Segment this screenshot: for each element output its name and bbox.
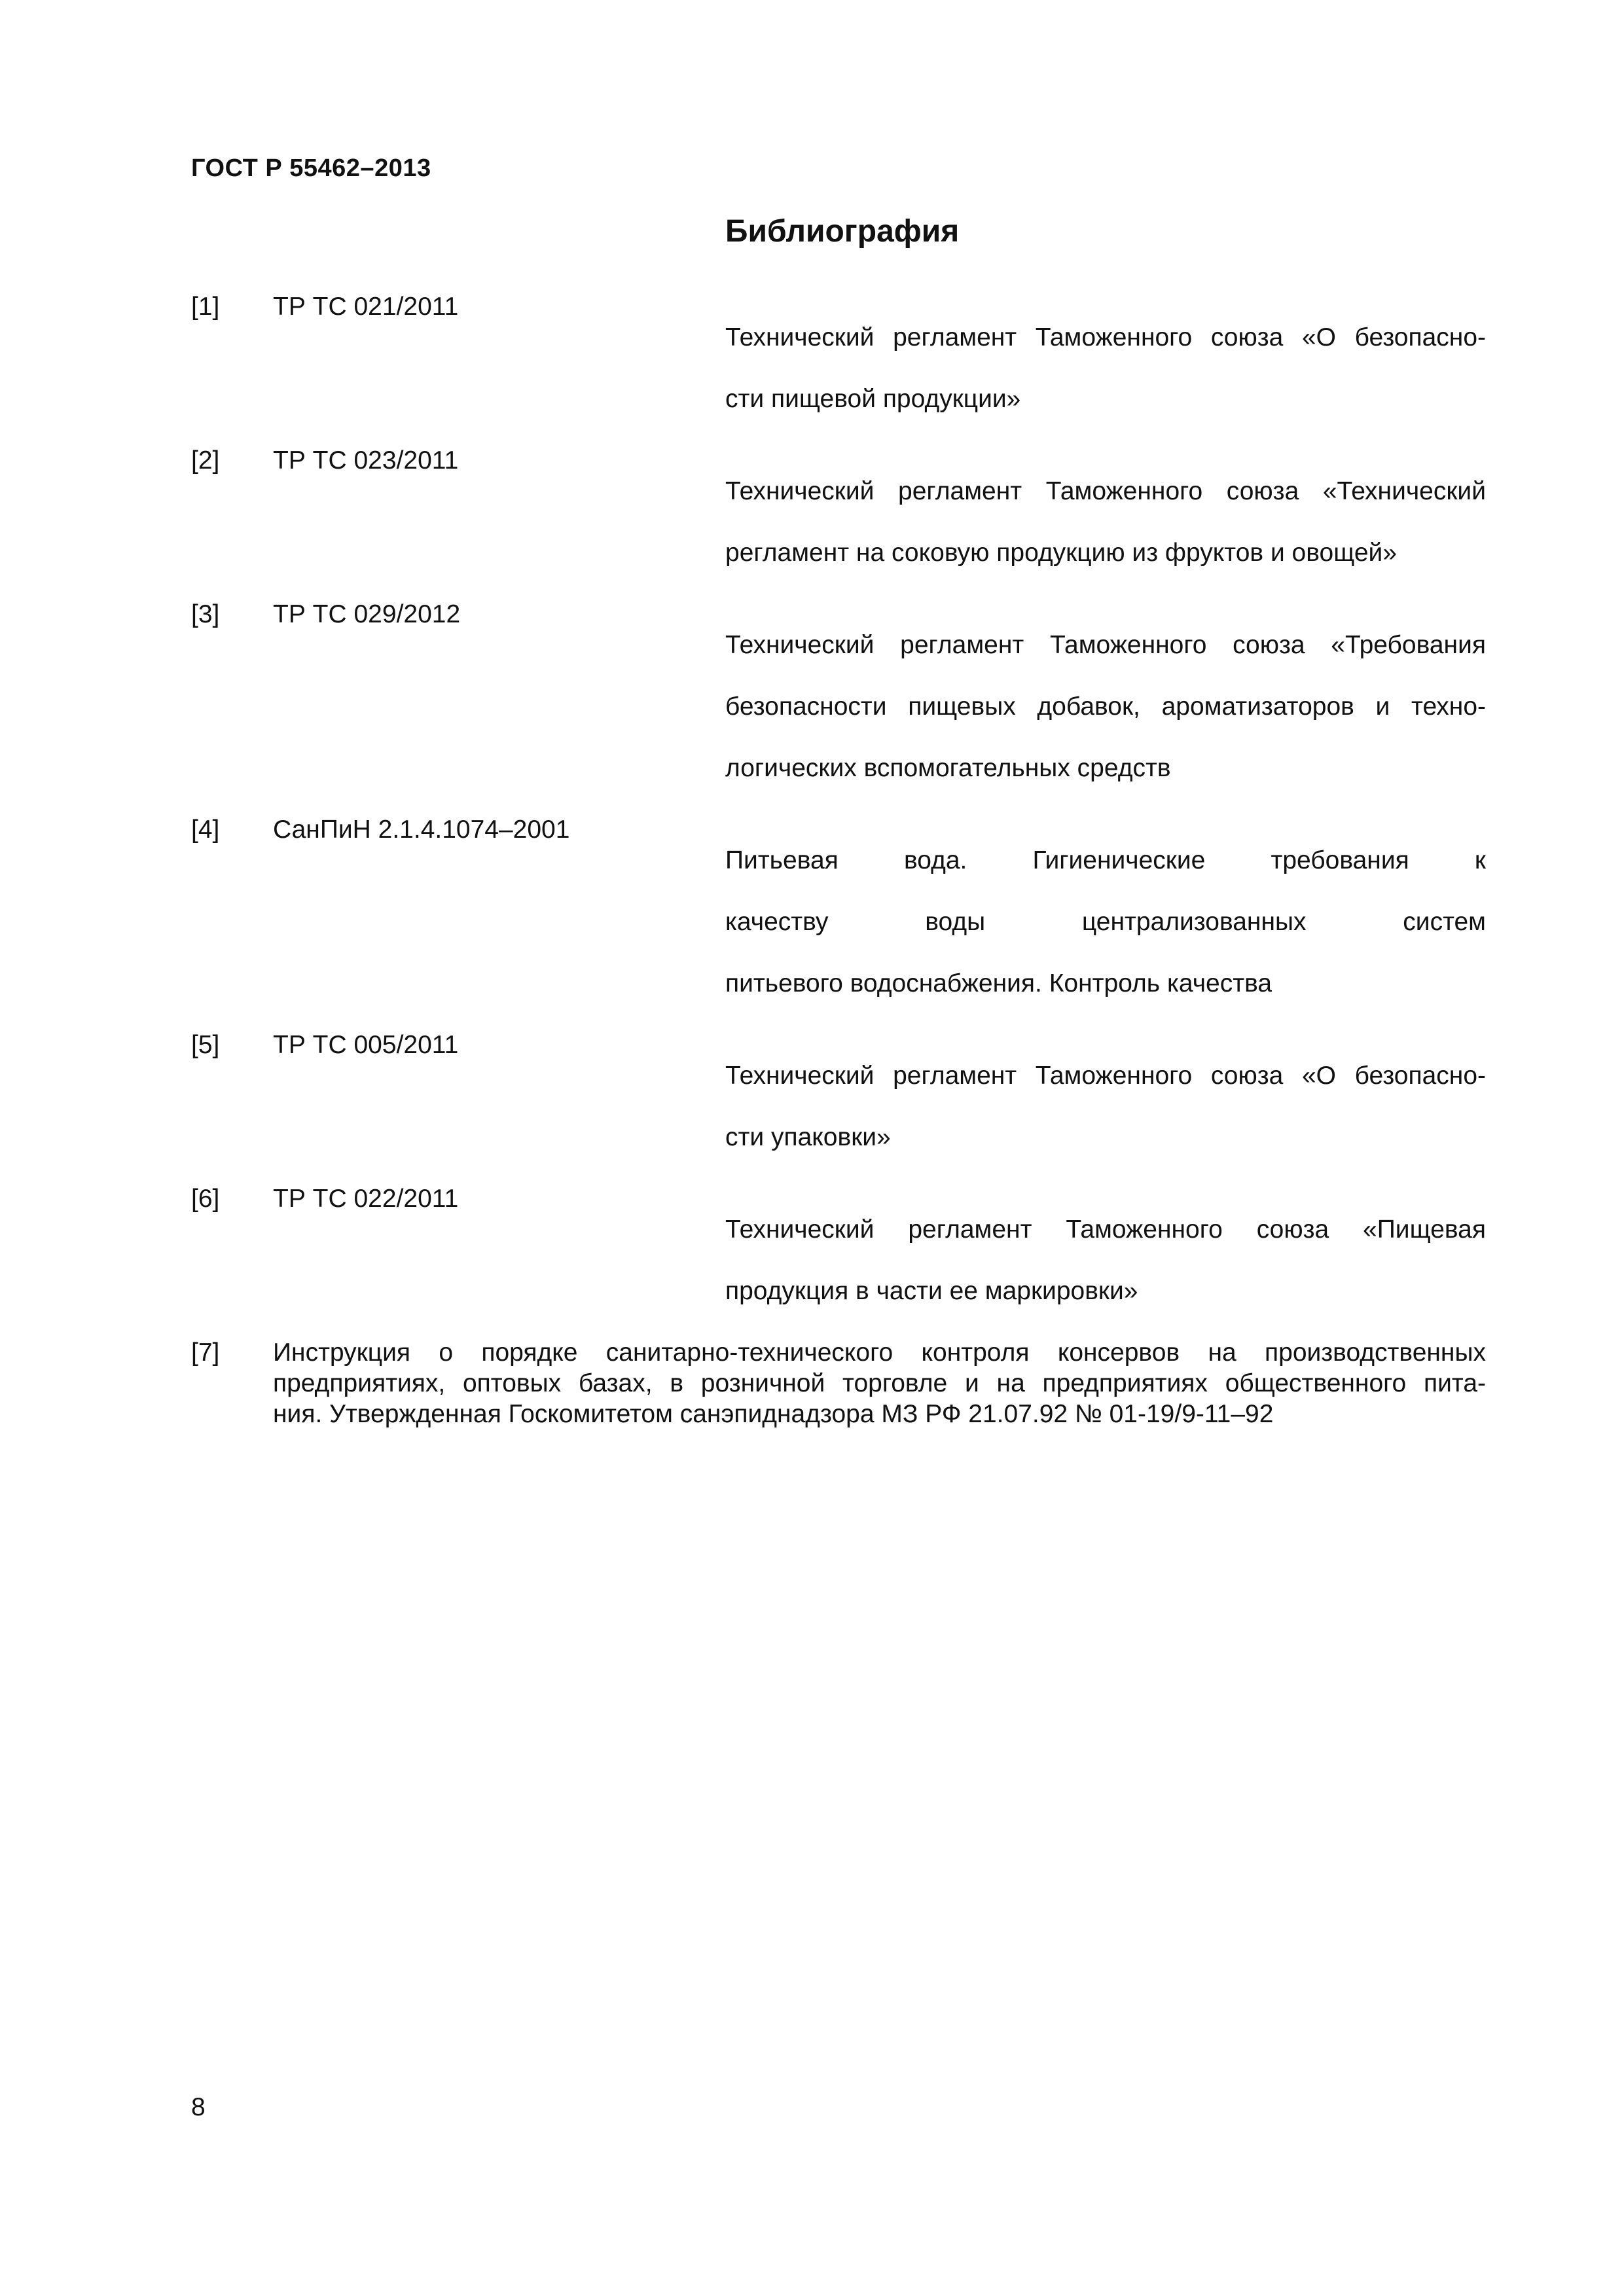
entry-code: ТР ТС 005/2011 — [273, 1031, 459, 1059]
bibliography-entry — [191, 1337, 1486, 1429]
bibliography-entry — [191, 1183, 1486, 1337]
entry-title-line: Технический регламент Таможенного союза «Пищевая — [725, 1215, 1486, 1244]
entry-number: [5] — [191, 1031, 220, 1059]
entry-title-line: качеству воды централизованных систем — [725, 908, 1486, 936]
entry-number: [4] — [191, 816, 220, 844]
entry-number: [3] — [191, 600, 220, 628]
entry-title — [725, 814, 1486, 1030]
entry-title-line: Технический регламент Таможенного союза «Требования — [725, 631, 1486, 659]
bibliography-entry — [191, 814, 1486, 1030]
bibliography-list — [191, 291, 1486, 1429]
entry-title-line: сти пищевой продукции» — [725, 385, 1021, 413]
entry-title-line: продукция в части ее маркировки» — [725, 1277, 1138, 1305]
entry-title-line: Технический регламент Таможенного союза «О безопасно- — [725, 323, 1486, 351]
document-code: ГОСТ Р 55462–2013 — [191, 154, 431, 182]
entry-title-line: ния. Утвержденная Госкомитетом санэпиднадзора МЗ РФ 21.07.92 № 01-19/9-11–92 — [273, 1400, 1274, 1428]
entry-code: СанПиН 2.1.4.1074–2001 — [273, 816, 570, 844]
entry-number: [6] — [191, 1185, 220, 1213]
entry-title — [725, 291, 1486, 445]
entry-title — [273, 1337, 1486, 1429]
bibliography-entry — [191, 445, 1486, 599]
entry-title-line: логических вспомогательных средств — [725, 754, 1171, 782]
entry-title-line: Инструкция о порядке санитарно-технического контроля консервов на производственных — [273, 1338, 1486, 1367]
bibliography-entry — [191, 1030, 1486, 1183]
entry-title-line: Технический регламент Таможенного союза «О безопасно- — [725, 1062, 1486, 1090]
entry-title-line: безопасности пищевых добавок, ароматизаторов и техно- — [725, 692, 1486, 721]
entry-number: [1] — [191, 293, 220, 321]
entry-code: ТР ТС 029/2012 — [273, 600, 461, 628]
entry-title — [725, 1030, 1486, 1183]
entry-title-line: питьевого водоснабжения. Контроль качества — [725, 969, 1272, 997]
entry-number: [7] — [191, 1338, 220, 1367]
entry-title — [725, 1183, 1486, 1337]
entry-number: [2] — [191, 446, 220, 475]
bibliography-entry — [191, 599, 1486, 814]
entry-title — [725, 445, 1486, 599]
page-number: 8 — [191, 2093, 206, 2121]
entry-title — [725, 599, 1486, 814]
entry-title-line: регламент на соковую продукцию из фруктов и овощей» — [725, 539, 1398, 567]
entry-title-line: предприятиях, оптовых базах, в розничной торговле и на предприятиях общественного пита- — [273, 1369, 1486, 1397]
entry-title-line: Питьевая вода. Гигиенические требования к — [725, 846, 1486, 874]
bibliography-entry — [191, 291, 1486, 445]
entry-code: ТР ТС 021/2011 — [273, 293, 459, 321]
entry-code: ТР ТС 023/2011 — [273, 446, 459, 475]
entry-title-line: Технический регламент Таможенного союза «Технический — [725, 477, 1486, 505]
entry-code: ТР ТС 022/2011 — [273, 1185, 459, 1213]
entry-title-line: сти упаковки» — [725, 1123, 891, 1151]
section-title: Библиография — [725, 214, 960, 249]
